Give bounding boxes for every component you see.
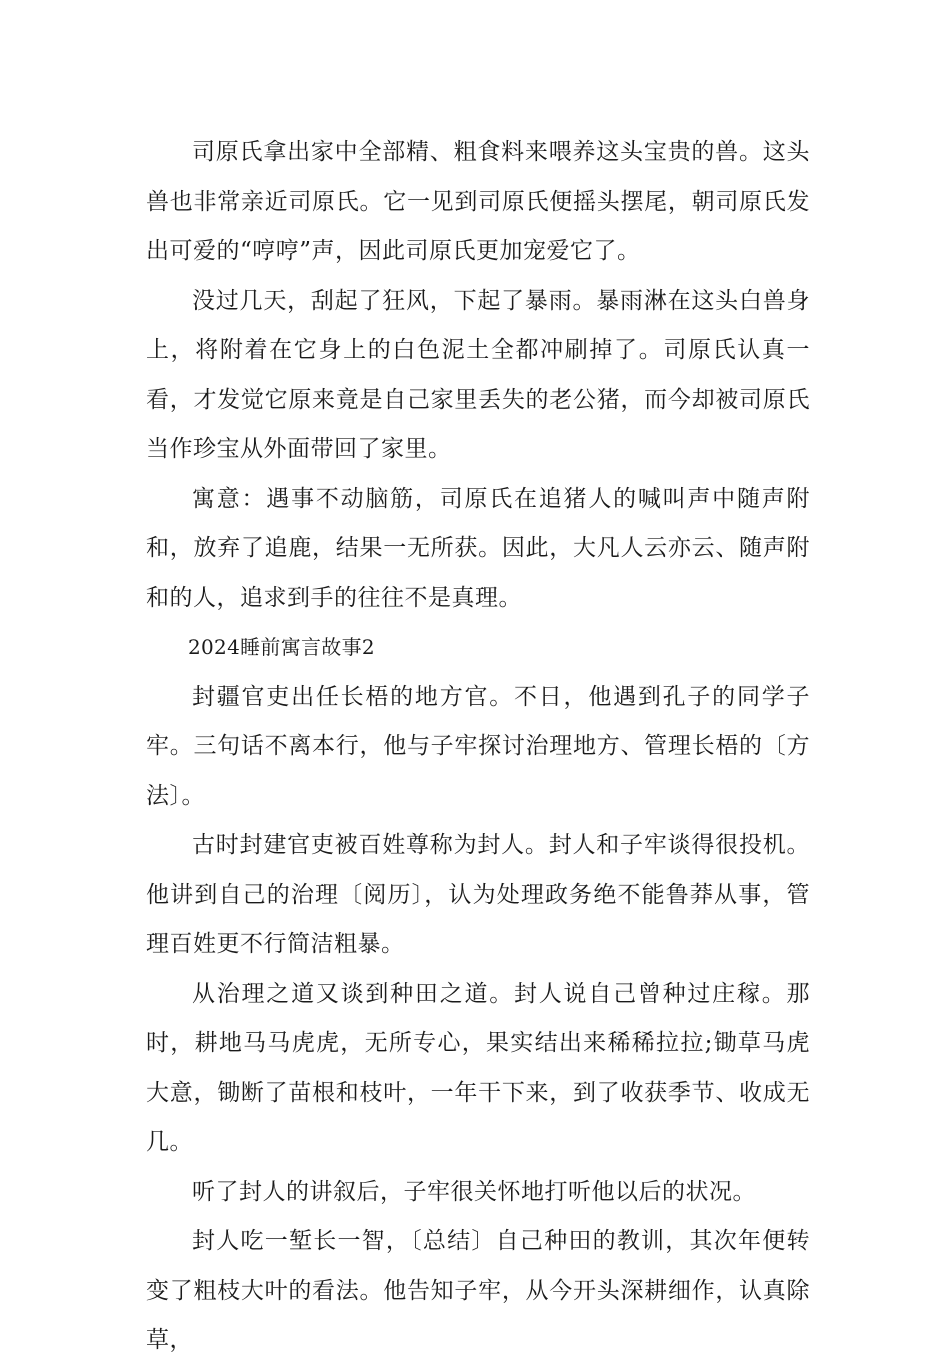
paragraph: 寓意：遇事不动脑筋，司原氏在追猪人的喊叫声中随声附和，放弃了追鹿，结果一无所获。因此，大凡人云亦云、随声附和的人，追求到手的往往不是真理。 xyxy=(146,485,810,611)
paragraph: 没过几天，刮起了狂风，下起了暴雨。暴雨淋在这头白兽身上，将附着在它身上的白色泥土全都冲刷掉了。司原氏认真一看，才发觉它原来竟是自己家里丢失的老公猪，而今却被司原氏当作珍宝从外面带回了家里。 xyxy=(146,287,810,462)
section-heading: 2024睡前寓言故事2 xyxy=(188,635,375,659)
paragraph: 听了封人的讲叙后，子牢很关怀地打听他以后的状况。 xyxy=(192,1178,756,1205)
document-body xyxy=(146,128,810,1366)
paragraph: 封人吃一堑长一智，〔总结〕自己种田的教训，其次年便转变了粗枝大叶的看法。他告知子牢，从今开头深耕细作，认真除草， xyxy=(146,1228,810,1353)
paragraph: 封疆官吏出任长梧的地方官。不日，他遇到孔子的同学子牢。三句话不离本行，他与子牢探讨治理地方、管理长梧的〔方法〕。 xyxy=(146,683,810,809)
paragraph: 司原氏拿出家中全部精、粗食料来喂养这头宝贵的兽。这头兽也非常亲近司原氏。它一见到司原氏便摇头摆尾，朝司原氏发出可爱的“哼哼”声，因此司原氏更加宠爱它了。 xyxy=(146,139,810,264)
paragraph: 从治理之道又谈到种田之道。封人说自己曾种过庄稼。那时，耕地马马虎虎，无所专心，果实结出来稀稀拉拉;锄草马虎大意，锄断了苗根和枝叶，一年干下来，到了收获季节、收成无几。 xyxy=(146,980,810,1155)
paragraph: 古时封建官吏被百姓尊称为封人。封人和子牢谈得很投机。他讲到自己的治理〔阅历〕，认为处理政务绝不能鲁莽从事，管理百姓更不行简洁粗暴。 xyxy=(146,832,810,957)
